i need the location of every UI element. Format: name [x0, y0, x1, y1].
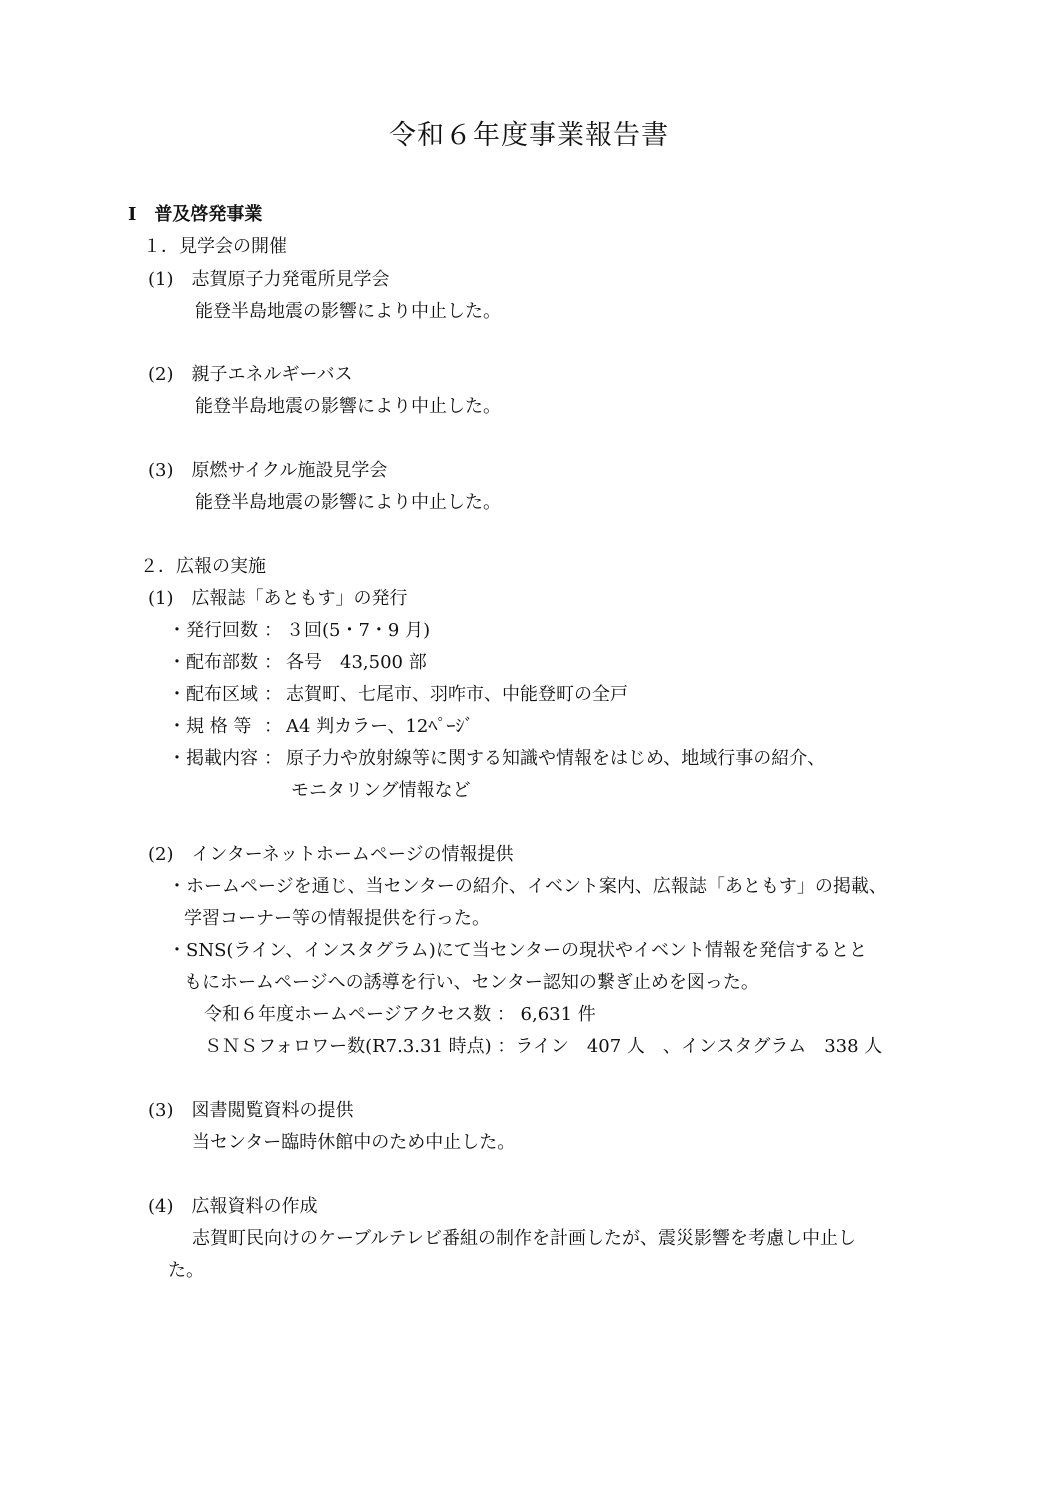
pr-4-label: (4) 広報資料の作成: [148, 1196, 318, 1217]
pr-1-row-key: ・配布区域: [168, 684, 258, 705]
pr-1-row: [168, 619, 430, 643]
pr-2-line: ・ホームページを通じ、当センターの紹介、イベント案内、広報誌「あともす」の掲載、: [168, 876, 887, 897]
pr-4-line: 志賀町民向けのケーブルテレビ番組の制作を計画したが、震災影響を考慮し中止し: [192, 1228, 857, 1249]
pr-1-row-sep: ：: [264, 620, 282, 641]
section-1-heading: Ⅰ 普及啓発事業: [128, 204, 263, 225]
pr-1-row-value: 志賀町、七尾市、羽咋市、中能登町の全戸: [286, 684, 628, 705]
pr-4-line: た。: [168, 1260, 204, 1281]
pr-1-row-sep: ：: [264, 684, 282, 705]
tour-3-body: 能登半島地震の影響により中止した。: [195, 492, 501, 513]
pr-2-line: ・SNS(ライン、インスタグラム)にて当センターの現状やイベント情報を発信するとと: [168, 940, 868, 961]
pr-1-row-value: ３回(5・7・9 月): [286, 620, 431, 641]
tour-3-label: (3) 原燃サイクル施設見学会: [148, 460, 388, 481]
document-title: 令和６年度事業報告書: [389, 120, 669, 151]
pr-1-row-value: 各号 43,500 部: [286, 652, 427, 673]
pr-2-line: もにホームページへの誘導を行い、センター認知の繋ぎ止めを図った。: [184, 972, 759, 993]
pr-1-row-sep: ：: [264, 652, 282, 673]
tour-2-label: (2) 親子エネルギーバス: [148, 364, 353, 385]
pr-2-line: 学習コーナー等の情報提供を行った。: [184, 908, 490, 929]
subsection-2-heading: ２．広報の実施: [140, 556, 266, 577]
pr-1-row-key: ・規 格 等: [168, 716, 252, 737]
pr-1-continuation: モニタリング情報など: [291, 780, 471, 801]
tour-1-body: 能登半島地震の影響により中止した。: [195, 301, 501, 322]
pr-1-row-key: ・発行回数: [168, 620, 258, 641]
pr-1-row-key: ・配布部数: [168, 652, 258, 673]
pr-2-access-count: 令和６年度ホームページアクセス数 ： 6,631 件: [204, 1004, 596, 1025]
tour-1-label: (1) 志賀原子力発電所見学会: [148, 269, 390, 290]
pr-3-label: (3) 図書閲覧資料の提供: [148, 1100, 354, 1121]
pr-1-row: [168, 715, 473, 739]
pr-1-row: [168, 683, 628, 707]
pr-1-row-sep: ：: [264, 716, 282, 737]
subsection-1-heading: １．見学会の開催: [143, 236, 287, 257]
pr-3-body: 当センター臨時休館中のため中止した。: [192, 1132, 516, 1153]
pr-1-row: [168, 747, 825, 771]
pr-1-row-sep: ：: [264, 748, 282, 769]
pr-2-sns-followers: ＳＮＳフォロワー数(R7.3.31 時点) ：ライン 407 人 、インスタグラム 338 人: [204, 1036, 883, 1057]
pr-1-row-value: 原子力や放射線等に関する知識や情報をはじめ、地域行事の紹介、: [286, 748, 826, 769]
pr-1-row-key: ・掲載内容: [168, 748, 258, 769]
pr-1-row: [168, 651, 427, 675]
pr-1-label: (1) 広報誌「あともす」の発行: [148, 588, 408, 609]
tour-2-body: 能登半島地震の影響により中止した。: [195, 396, 501, 417]
pr-1-row-value: A4 判カラー、12ﾍﾟｰｼﾞ: [286, 716, 474, 737]
pr-2-label: (2) インターネットホームページの情報提供: [148, 844, 514, 865]
